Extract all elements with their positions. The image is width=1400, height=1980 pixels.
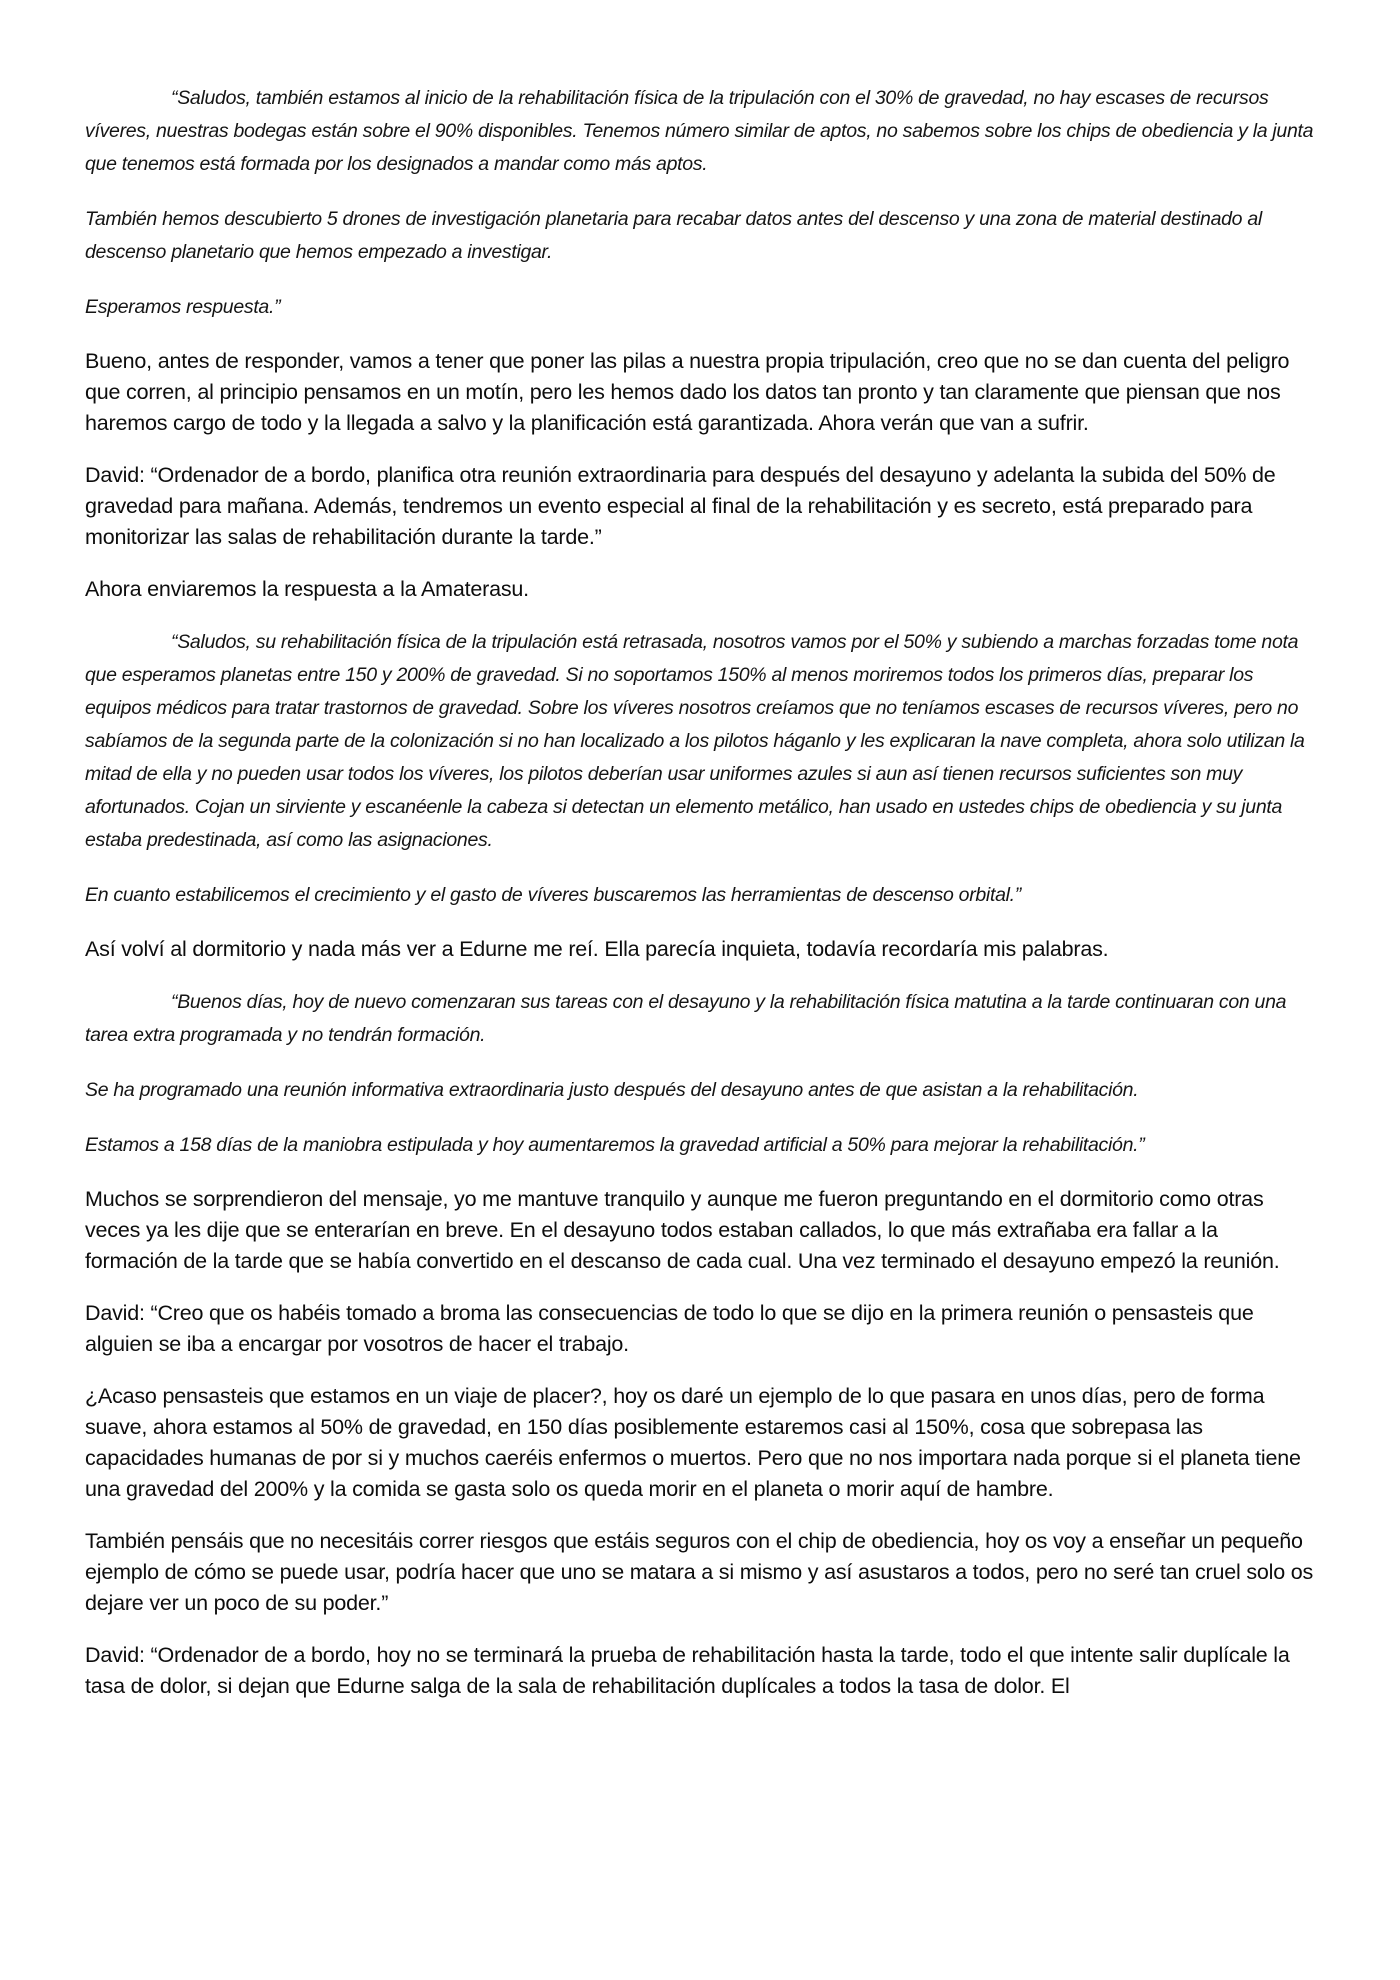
message-paragraph: Esperamos respuesta.”	[85, 296, 281, 318]
message-paragraph: “Buenos días, hoy de nuevo comenzaran sus tareas con el desayuno y la rehabilitación física matutina a la tarde continuaran con una tarea extra programada y no tendrán formación.	[85, 991, 1287, 1046]
narrative-paragraph: Bueno, antes de responder, vamos a tener que poner las pilas a nuestra propia tripulación, creo que no se dan cuenta del peligro que corren, al principio pensamos en un motín, pero les hemos dado los datos tan pronto y tan claramente que piensan que nos haremos cargo de todo y la llegada a salvo y la planificación está garantizada. Ahora verán que van a sufrir.	[85, 349, 1290, 435]
dialogue-paragraph: También pensáis que no necesitáis correr riesgos que estáis seguros con el chip de obediencia, hoy os voy a enseñar un pequeño ejemplo de cómo se puede usar, podría hacer que uno se matara a si mismo y así asustaros a todos, pero no seré tan cruel solo os dejare ver un poco de su poder.”	[85, 1529, 1314, 1615]
dialogue-paragraph: David: “Creo que os habéis tomado a broma las consecuencias de todo lo que se dijo en la primera reunión o pensasteis que alguien se iba a encargar por vosotros de hacer el trabajo.	[85, 1301, 1254, 1356]
message-paragraph: “Saludos, su rehabilitación física de la tripulación está retrasada, nosotros vamos por el 50% y subiendo a marchas forzadas tome nota que esperamos planetas entre 150 y 200% de gravedad. Si no soportamos 150% al menos moriremos todos los primeros días, preparar los equipos médicos para tratar trastornos de gravedad. Sobre los víveres nosotros creíamos que no teníamos escases de recursos víveres, pero no sabíamos de la segunda parte de la colonización si no han localizado a los pilotos háganlo y les explicaran la nave completa, ahora solo utilizan la mitad de ella y no pueden usar todos los víveres, los pilotos deberían usar uniformes azules si aun así tienen recursos suficientes son muy afortunados. Cojan un sirviente y escanéenle la cabeza si detectan un elemento metálico, han usado en ustedes chips de obediencia y su junta estaba predestinada, así como las asignaciones.	[85, 631, 1305, 851]
dialogue-paragraph: David: “Ordenador de a bordo, hoy no se terminará la prueba de rehabilitación hasta la tarde, todo el que intente salir duplícale la tasa de dolor, si dejan que Edurne salga de la sala de rehabilitación duplícales a todos la tasa de dolor. El	[85, 1643, 1290, 1698]
message-paragraph: En cuanto estabilicemos el crecimiento y el gasto de víveres buscaremos las herramientas de descenso orbital.”	[85, 884, 1021, 906]
dialogue-paragraph: David: “Ordenador de a bordo, planifica otra reunión extraordinaria para después del desayuno y adelanta la subida del 50% de gravedad para mañana. Además, tendremos un evento especial al final de la rehabilitación y es secreto, está preparado para monitorizar las salas de rehabilitación durante la tarde.”	[85, 463, 1276, 549]
message-paragraph: También hemos descubierto 5 drones de investigación planetaria para recabar datos antes del descenso y una zona de material destinado al descenso planetario que hemos empezado a investigar.	[85, 208, 1262, 263]
message-paragraph: Estamos a 158 días de la maniobra estipulada y hoy aumentaremos la gravedad artificial a 50% para mejorar la rehabilitación.”	[85, 1134, 1145, 1156]
message-paragraph: “Saludos, también estamos al inicio de la rehabilitación física de la tripulación con el 30% de gravedad, no hay escases de recursos víveres, nuestras bodegas están sobre el 90% disponibles. Tenemos número similar de aptos, no sabemos sobre los chips de obediencia y la junta que tenemos está formada por los designados a mandar como más aptos.	[85, 87, 1314, 175]
narrative-paragraph: Muchos se sorprendieron del mensaje, yo me mantuve tranquilo y aunque me fueron preguntando en el dormitorio como otras veces ya les dije que se enterarían en breve. En el desayuno todos estaban callados, lo que más extrañaba era fallar a la formación de la tarde que se había convertido en el descanso de cada cual. Una vez terminado el desayuno empezó la reunión.	[85, 1187, 1280, 1273]
dialogue-paragraph: ¿Acaso pensasteis que estamos en un viaje de placer?, hoy os daré un ejemplo de lo que pasara en unos días, pero de forma suave, ahora estamos al 50% de gravedad, en 150 días posiblemente estaremos casi al 150%, cosa que sobrepasa las capacidades humanas de por si y muchos caeréis enfermos o muertos. Pero que no nos importara nada porque si el planeta tiene una gravedad del 200% y la comida se gasta solo os queda morir en el planeta o morir aquí de hambre.	[85, 1384, 1301, 1501]
message-paragraph: Se ha programado una reunión informativa extraordinaria justo después del desayuno antes de que asistan a la rehabilitación.	[85, 1079, 1139, 1101]
document-page	[85, 82, 1315, 1723]
narrative-paragraph: Así volví al dormitorio y nada más ver a Edurne me reí. Ella parecía inquieta, todavía recordaría mis palabras.	[85, 937, 1109, 961]
narrative-paragraph: Ahora enviaremos la respuesta a la Amaterasu.	[85, 577, 529, 601]
